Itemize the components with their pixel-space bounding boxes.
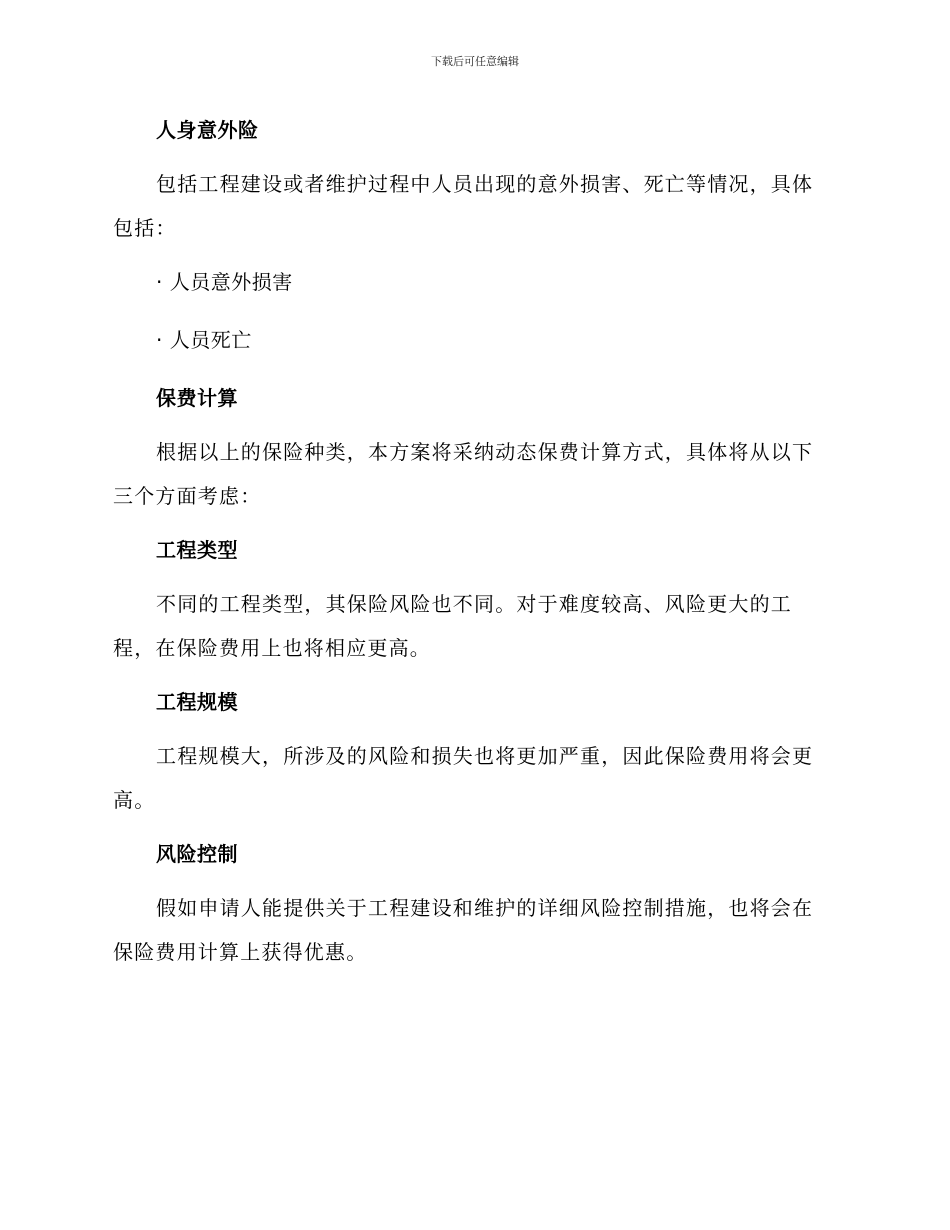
section-heading-risk-control: 风险控制: [156, 842, 238, 866]
bullet-item-accidental-injury: · 人员意外损害: [156, 270, 293, 294]
section-paragraph-accident-insurance: 包括工程建设或者维护过程中人员出现的意外损害、死亡等情况，具体包括：: [113, 172, 814, 240]
section-paragraph-project-type: 不同的工程类型，其保险风险也不同。对于难度较高、风险更大的工程，在保险费用上也将相应更高。: [113, 592, 792, 660]
page-header-note: 下载后可任意编辑: [431, 55, 519, 68]
section-heading-project-scale: 工程规模: [156, 690, 238, 714]
bullet-item-death: · 人员死亡: [156, 328, 252, 352]
document-body: [113, 112, 831, 974]
section-paragraph-risk-control: 假如申请人能提供关于工程建设和维护的详细风险控制措施，也将会在保险费用计算上获得优惠。: [113, 896, 814, 964]
section-paragraph-project-scale: 工程规模大，所涉及的风险和损失也将更加严重，因此保险费用将会更高。: [113, 744, 814, 812]
section-heading-project-type: 工程类型: [156, 538, 238, 562]
section-heading-accident-insurance: 人身意外险: [156, 118, 259, 142]
section-heading-premium-calculation: 保费计算: [156, 386, 238, 410]
section-paragraph-premium-calculation: 根据以上的保险种类，本方案将采纳动态保费计算方式，具体将从以下三个方面考虑：: [113, 440, 814, 508]
